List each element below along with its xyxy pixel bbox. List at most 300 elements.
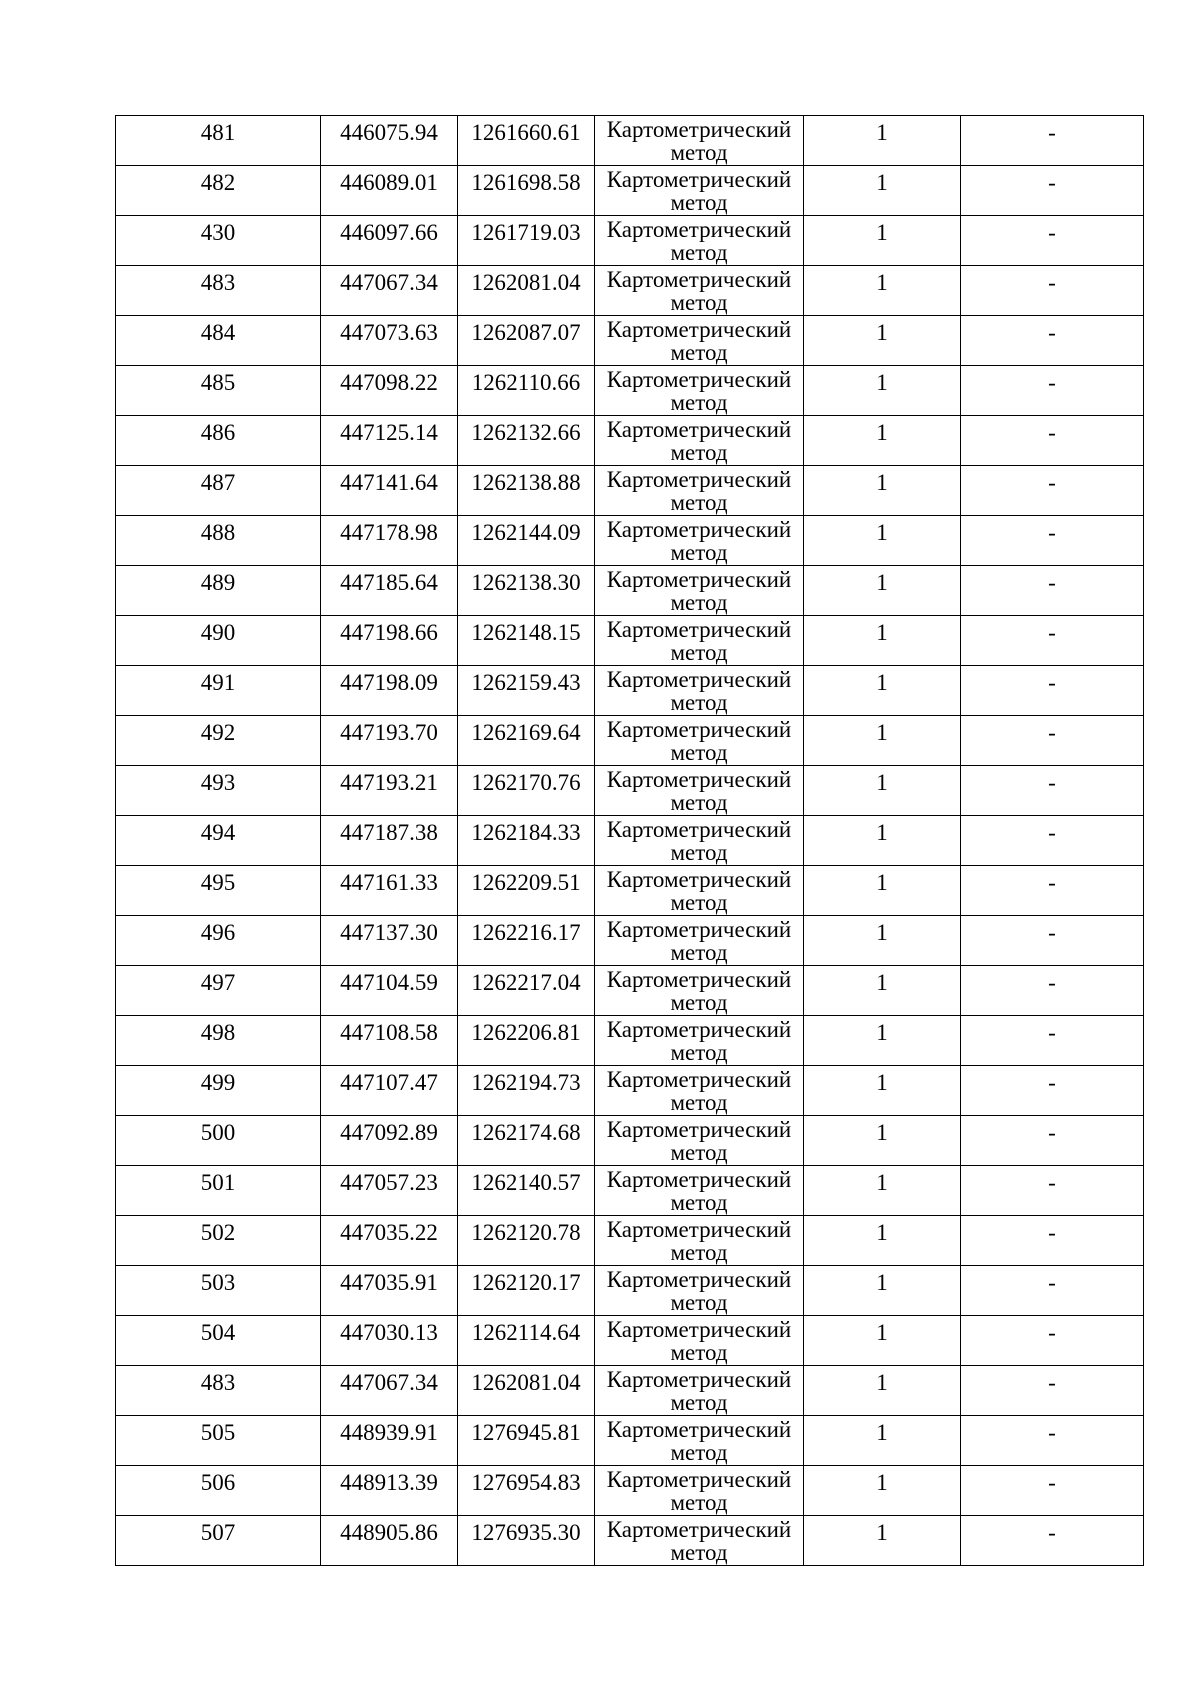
method-line-1: Картометрический (606, 367, 792, 392)
method-line-1: Картометрический (606, 917, 792, 942)
method-line-2: метод (670, 1240, 728, 1265)
point-number-cell (116, 1116, 321, 1166)
x-coordinate-cell-text: 447030.13 (340, 1320, 438, 1345)
point-number-cell (116, 216, 321, 266)
y-coordinate-cell-text: 1262138.88 (471, 470, 581, 495)
table-row (116, 1416, 1144, 1466)
description-cell-text: - (1048, 120, 1056, 145)
description-cell-text: - (1048, 1120, 1056, 1145)
y-coordinate-cell (458, 516, 595, 566)
method-cell (595, 816, 804, 866)
method-line-2: метод (670, 340, 728, 365)
table-row (116, 1066, 1144, 1116)
method-line-1: Картометрический (606, 617, 792, 642)
point-number-cell (116, 1416, 321, 1466)
y-coordinate-cell-text: 1262194.73 (471, 1070, 581, 1095)
method-line-2: метод (670, 940, 728, 965)
point-number-cell (116, 816, 321, 866)
method-line-2: метод (670, 1140, 728, 1165)
description-cell (961, 1016, 1144, 1066)
accuracy-cell (804, 916, 961, 966)
method-line-1: Картометрический (606, 467, 792, 492)
table-row (116, 366, 1144, 416)
description-cell (961, 566, 1144, 616)
point-number-cell (116, 366, 321, 416)
point-number-cell (116, 1166, 321, 1216)
accuracy-cell (804, 216, 961, 266)
method-cell (595, 416, 804, 466)
y-coordinate-cell-text: 1262081.04 (471, 270, 581, 295)
x-coordinate-cell (321, 1416, 458, 1466)
description-cell-text: - (1048, 1370, 1056, 1395)
method-cell (595, 616, 804, 666)
y-coordinate-cell (458, 1466, 595, 1516)
accuracy-cell (804, 1216, 961, 1266)
accuracy-cell-text: 1 (876, 570, 888, 595)
method-text (595, 1366, 803, 1415)
description-cell (961, 766, 1144, 816)
accuracy-cell-text: 1 (876, 1320, 888, 1345)
method-line-1: Картометрический (606, 1217, 792, 1242)
method-line-1: Картометрический (606, 767, 792, 792)
point-number-cell-text: 495 (200, 870, 236, 895)
method-line-2: метод (670, 1390, 728, 1415)
point-number-cell-text: 502 (200, 1220, 236, 1245)
description-cell (961, 716, 1144, 766)
x-coordinate-cell-text: 447107.47 (340, 1070, 438, 1095)
table-row (116, 166, 1144, 216)
x-coordinate-cell (321, 1166, 458, 1216)
coordinates-table (115, 115, 1144, 1566)
accuracy-cell-text: 1 (876, 320, 888, 345)
method-line-1: Картометрический (606, 517, 792, 542)
method-line-2: метод (670, 540, 728, 565)
method-line-1: Картометрический (606, 417, 792, 442)
y-coordinate-cell (458, 616, 595, 666)
x-coordinate-cell (321, 1116, 458, 1166)
point-number-cell-text: 481 (200, 120, 236, 145)
method-text (595, 416, 803, 465)
x-coordinate-cell-text: 447073.63 (340, 320, 438, 345)
table-row (116, 1116, 1144, 1166)
table-row (116, 666, 1144, 716)
x-coordinate-cell-text: 447057.23 (340, 1170, 438, 1195)
accuracy-cell (804, 366, 961, 416)
point-number-cell-text: 482 (200, 170, 236, 195)
method-cell (595, 366, 804, 416)
method-cell (595, 266, 804, 316)
point-number-cell (116, 1066, 321, 1116)
description-cell-text: - (1048, 820, 1056, 845)
table-row (116, 116, 1144, 166)
table-row (116, 916, 1144, 966)
table-row (116, 866, 1144, 916)
point-number-cell-text: 487 (200, 470, 236, 495)
method-text (595, 566, 803, 615)
x-coordinate-cell (321, 416, 458, 466)
description-cell-text: - (1048, 520, 1056, 545)
method-line-2: метод (670, 1290, 728, 1315)
method-cell (595, 316, 804, 366)
point-number-cell-text: 489 (200, 570, 236, 595)
point-number-cell (116, 266, 321, 316)
y-coordinate-cell (458, 1066, 595, 1116)
method-line-1: Картометрический (606, 1167, 792, 1192)
point-number-cell (116, 416, 321, 466)
x-coordinate-cell (321, 916, 458, 966)
method-line-2: метод (670, 140, 728, 165)
table-row (116, 216, 1144, 266)
description-cell (961, 1466, 1144, 1516)
description-cell (961, 416, 1144, 466)
method-line-1: Картометрический (606, 717, 792, 742)
point-number-cell (116, 1216, 321, 1266)
description-cell-text: - (1048, 370, 1056, 395)
x-coordinate-cell-text: 446075.94 (340, 120, 438, 145)
accuracy-cell (804, 716, 961, 766)
x-coordinate-cell-text: 447193.21 (340, 770, 438, 795)
x-coordinate-cell (321, 166, 458, 216)
y-coordinate-cell-text: 1262120.78 (471, 1220, 581, 1245)
method-cell (595, 466, 804, 516)
accuracy-cell-text: 1 (876, 270, 888, 295)
y-coordinate-cell-text: 1276935.30 (471, 1520, 581, 1545)
y-coordinate-cell-text: 1262209.51 (471, 870, 581, 895)
description-cell-text: - (1048, 920, 1056, 945)
method-text (595, 766, 803, 815)
method-line-1: Картометрический (606, 217, 792, 242)
table-row (116, 566, 1144, 616)
method-cell (595, 216, 804, 266)
y-coordinate-cell (458, 466, 595, 516)
y-coordinate-cell (458, 566, 595, 616)
description-cell-text: - (1048, 220, 1056, 245)
method-line-2: метод (670, 640, 728, 665)
table-row (116, 316, 1144, 366)
point-number-cell-text: 490 (200, 620, 236, 645)
x-coordinate-cell (321, 266, 458, 316)
method-cell (595, 1016, 804, 1066)
method-line-2: метод (670, 290, 728, 315)
x-coordinate-cell (321, 316, 458, 366)
accuracy-cell-text: 1 (876, 920, 888, 945)
point-number-cell-text: 484 (200, 320, 236, 345)
accuracy-cell (804, 666, 961, 716)
method-text (595, 1316, 803, 1365)
table-row (116, 1016, 1144, 1066)
point-number-cell-text: 485 (200, 370, 236, 395)
description-cell (961, 1316, 1144, 1366)
description-cell (961, 966, 1144, 1016)
method-text (595, 1166, 803, 1215)
method-line-2: метод (670, 740, 728, 765)
accuracy-cell (804, 566, 961, 616)
x-coordinate-cell (321, 1316, 458, 1366)
description-cell-text: - (1048, 320, 1056, 345)
x-coordinate-cell-text: 447198.66 (340, 620, 438, 645)
y-coordinate-cell (458, 116, 595, 166)
y-coordinate-cell-text: 1276945.81 (471, 1420, 581, 1445)
method-cell (595, 1466, 804, 1516)
point-number-cell (116, 466, 321, 516)
table-row (116, 466, 1144, 516)
accuracy-cell-text: 1 (876, 1520, 888, 1545)
point-number-cell (116, 716, 321, 766)
accuracy-cell (804, 316, 961, 366)
method-text (595, 1466, 803, 1515)
table-row (116, 966, 1144, 1016)
accuracy-cell-text: 1 (876, 1020, 888, 1045)
method-line-1: Картометрический (606, 567, 792, 592)
accuracy-cell (804, 866, 961, 916)
x-coordinate-cell-text: 447198.09 (340, 670, 438, 695)
point-number-cell-text: 486 (200, 420, 236, 445)
y-coordinate-cell (458, 1216, 595, 1266)
table-row (116, 616, 1144, 666)
method-text (595, 1216, 803, 1265)
x-coordinate-cell (321, 1216, 458, 1266)
method-text (595, 816, 803, 865)
x-coordinate-cell-text: 447035.91 (340, 1270, 438, 1295)
method-text (595, 1266, 803, 1315)
method-line-1: Картометрический (606, 1517, 792, 1542)
x-coordinate-cell-text: 448939.91 (340, 1420, 438, 1445)
y-coordinate-cell (458, 866, 595, 916)
x-coordinate-cell-text: 447161.33 (340, 870, 438, 895)
method-line-2: метод (670, 690, 728, 715)
method-line-2: метод (670, 790, 728, 815)
method-line-1: Картометрический (606, 1017, 792, 1042)
point-number-cell-text: 483 (200, 270, 236, 295)
accuracy-cell-text: 1 (876, 670, 888, 695)
accuracy-cell-text: 1 (876, 520, 888, 545)
y-coordinate-cell (458, 166, 595, 216)
accuracy-cell (804, 1516, 961, 1566)
method-line-2: метод (670, 1540, 728, 1565)
method-line-1: Картометрический (606, 817, 792, 842)
y-coordinate-cell (458, 266, 595, 316)
method-cell (595, 1416, 804, 1466)
x-coordinate-cell-text: 447141.64 (340, 470, 438, 495)
y-coordinate-cell (458, 1016, 595, 1066)
x-coordinate-cell-text: 447067.34 (340, 1370, 438, 1395)
accuracy-cell-text: 1 (876, 470, 888, 495)
x-coordinate-cell-text: 447092.89 (340, 1120, 438, 1145)
point-number-cell (116, 316, 321, 366)
method-text (595, 1516, 803, 1565)
point-number-cell-text: 499 (200, 1070, 236, 1095)
method-line-2: метод (670, 190, 728, 215)
point-number-cell (116, 1366, 321, 1416)
x-coordinate-cell-text: 447187.38 (340, 820, 438, 845)
method-line-2: метод (670, 1340, 728, 1365)
description-cell (961, 866, 1144, 916)
accuracy-cell (804, 1366, 961, 1416)
description-cell (961, 1116, 1144, 1166)
description-cell (961, 166, 1144, 216)
description-cell-text: - (1048, 1270, 1056, 1295)
table-row (116, 1316, 1144, 1366)
point-number-cell (116, 1316, 321, 1366)
description-cell (961, 1416, 1144, 1466)
method-text (595, 1416, 803, 1465)
x-coordinate-cell (321, 1366, 458, 1416)
method-cell (595, 1216, 804, 1266)
description-cell-text: - (1048, 570, 1056, 595)
y-coordinate-cell-text: 1262169.64 (471, 720, 581, 745)
description-cell-text: - (1048, 720, 1056, 745)
method-line-2: метод (670, 590, 728, 615)
y-coordinate-cell-text: 1262138.30 (471, 570, 581, 595)
y-coordinate-cell (458, 1266, 595, 1316)
x-coordinate-cell-text: 447104.59 (340, 970, 438, 995)
accuracy-cell-text: 1 (876, 370, 888, 395)
point-number-cell (116, 166, 321, 216)
method-text (595, 516, 803, 565)
y-coordinate-cell-text: 1262206.81 (471, 1020, 581, 1045)
accuracy-cell (804, 516, 961, 566)
table-row (116, 1366, 1144, 1416)
point-number-cell-text: 430 (200, 220, 236, 245)
y-coordinate-cell-text: 1262110.66 (471, 370, 581, 395)
description-cell-text: - (1048, 620, 1056, 645)
description-cell-text: - (1048, 1220, 1056, 1245)
y-coordinate-cell-text: 1276954.83 (471, 1470, 581, 1495)
x-coordinate-cell-text: 448905.86 (340, 1520, 438, 1545)
y-coordinate-cell-text: 1262087.07 (471, 320, 581, 345)
table-row (116, 816, 1144, 866)
method-line-2: метод (670, 890, 728, 915)
description-cell (961, 1066, 1144, 1116)
method-text (595, 716, 803, 765)
description-cell-text: - (1048, 1470, 1056, 1495)
accuracy-cell-text: 1 (876, 1070, 888, 1095)
y-coordinate-cell-text: 1262114.64 (471, 1320, 581, 1345)
accuracy-cell-text: 1 (876, 870, 888, 895)
accuracy-cell (804, 466, 961, 516)
table-row (116, 716, 1144, 766)
point-number-cell-text: 505 (200, 1420, 236, 1445)
method-cell (595, 166, 804, 216)
point-number-cell (116, 916, 321, 966)
point-number-cell (116, 516, 321, 566)
description-cell-text: - (1048, 1520, 1056, 1545)
x-coordinate-cell-text: 447108.58 (340, 1020, 438, 1045)
point-number-cell (116, 116, 321, 166)
table-row (116, 416, 1144, 466)
method-cell (595, 716, 804, 766)
method-line-2: метод (670, 1190, 728, 1215)
x-coordinate-cell (321, 1516, 458, 1566)
method-cell (595, 1316, 804, 1366)
description-cell-text: - (1048, 1070, 1056, 1095)
accuracy-cell (804, 1316, 961, 1366)
accuracy-cell-text: 1 (876, 1470, 888, 1495)
table-row (116, 1516, 1144, 1566)
description-cell-text: - (1048, 1420, 1056, 1445)
y-coordinate-cell (458, 1316, 595, 1366)
y-coordinate-cell-text: 1261698.58 (471, 170, 581, 195)
method-text (595, 616, 803, 665)
accuracy-cell (804, 1016, 961, 1066)
y-coordinate-cell (458, 1116, 595, 1166)
description-cell (961, 1516, 1144, 1566)
accuracy-cell (804, 816, 961, 866)
accuracy-cell-text: 1 (876, 620, 888, 645)
method-line-2: метод (670, 840, 728, 865)
point-number-cell (116, 1516, 321, 1566)
y-coordinate-cell-text: 1262132.66 (471, 420, 581, 445)
method-line-1: Картометрический (606, 967, 792, 992)
x-coordinate-cell (321, 816, 458, 866)
point-number-cell (116, 966, 321, 1016)
method-line-1: Картометрический (606, 1117, 792, 1142)
y-coordinate-cell-text: 1261719.03 (471, 220, 581, 245)
accuracy-cell-text: 1 (876, 1370, 888, 1395)
y-coordinate-cell (458, 916, 595, 966)
method-line-1: Картометрический (606, 1417, 792, 1442)
x-coordinate-cell-text: 447137.30 (340, 920, 438, 945)
description-cell-text: - (1048, 670, 1056, 695)
method-line-1: Картометрический (606, 1317, 792, 1342)
method-line-1: Картометрический (606, 1367, 792, 1392)
description-cell (961, 816, 1144, 866)
x-coordinate-cell (321, 1466, 458, 1516)
point-number-cell-text: 496 (200, 920, 236, 945)
x-coordinate-cell (321, 866, 458, 916)
point-number-cell-text: 498 (200, 1020, 236, 1045)
accuracy-cell (804, 1066, 961, 1116)
method-cell (595, 1166, 804, 1216)
point-number-cell-text: 488 (200, 520, 236, 545)
y-coordinate-cell-text: 1262081.04 (471, 1370, 581, 1395)
x-coordinate-cell (321, 216, 458, 266)
method-cell (595, 1516, 804, 1566)
description-cell-text: - (1048, 470, 1056, 495)
accuracy-cell (804, 116, 961, 166)
method-text (595, 266, 803, 315)
x-coordinate-cell (321, 716, 458, 766)
method-cell (595, 1266, 804, 1316)
method-text (595, 166, 803, 215)
y-coordinate-cell-text: 1262144.09 (471, 520, 581, 545)
point-number-cell-text: 483 (200, 1370, 236, 1395)
method-cell (595, 1066, 804, 1116)
description-cell (961, 266, 1144, 316)
method-text (595, 666, 803, 715)
y-coordinate-cell (458, 416, 595, 466)
method-line-1: Картометрический (606, 1467, 792, 1492)
description-cell-text: - (1048, 1020, 1056, 1045)
x-coordinate-cell (321, 616, 458, 666)
point-number-cell (116, 1016, 321, 1066)
accuracy-cell-text: 1 (876, 1120, 888, 1145)
accuracy-cell (804, 1166, 961, 1216)
accuracy-cell-text: 1 (876, 1420, 888, 1445)
method-line-1: Картометрический (606, 1267, 792, 1292)
method-text (595, 316, 803, 365)
method-line-1: Картометрический (606, 317, 792, 342)
accuracy-cell-text: 1 (876, 770, 888, 795)
point-number-cell-text: 501 (200, 1170, 236, 1195)
accuracy-cell-text: 1 (876, 1170, 888, 1195)
accuracy-cell-text: 1 (876, 420, 888, 445)
accuracy-cell-text: 1 (876, 720, 888, 745)
description-cell (961, 666, 1144, 716)
point-number-cell-text: 494 (200, 820, 236, 845)
x-coordinate-cell-text: 448913.39 (340, 1470, 438, 1495)
description-cell (961, 616, 1144, 666)
